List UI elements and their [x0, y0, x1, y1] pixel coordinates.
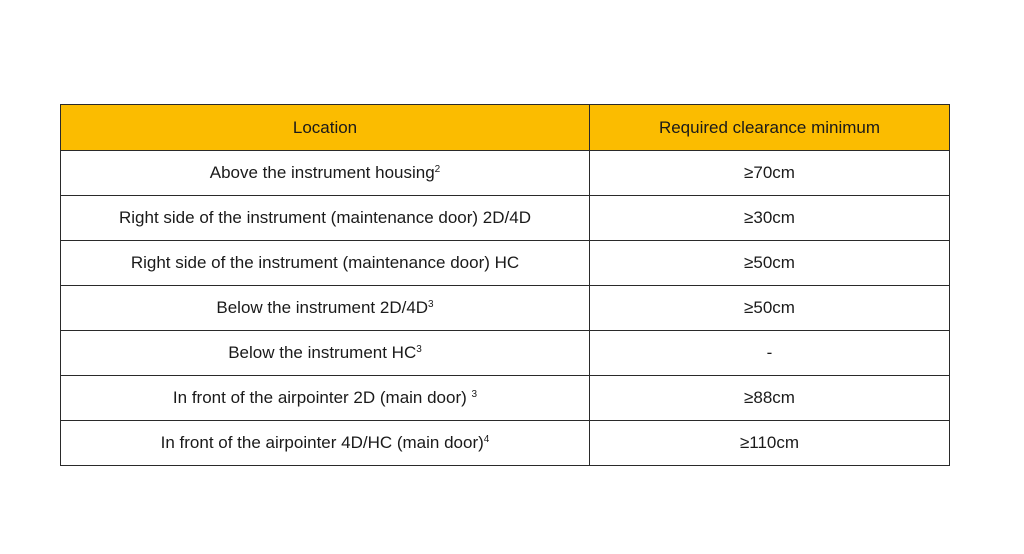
clearance-cell: ≥70cm — [590, 151, 950, 196]
clearance-cell: ≥50cm — [590, 241, 950, 286]
location-cell — [61, 241, 590, 286]
table-row — [61, 241, 950, 286]
table-row — [61, 286, 950, 331]
location-column-header: Location — [61, 105, 590, 151]
location-text: Right side of the instrument (maintenance door) 2D/4D — [119, 208, 531, 227]
footnote-marker: 3 — [471, 389, 478, 400]
location-cell — [61, 376, 590, 421]
clearance-column-header: Required clearance minimum — [590, 105, 950, 151]
footnote-marker: 4 — [483, 434, 490, 445]
table-row — [61, 376, 950, 421]
footnote-marker: 2 — [434, 164, 441, 175]
location-text: Right side of the instrument (maintenance door) HC — [130, 253, 520, 272]
table-row — [61, 421, 950, 466]
footnote-marker: 3 — [428, 299, 434, 310]
table-header-row — [61, 105, 950, 151]
location-cell — [61, 151, 590, 196]
table-row — [61, 331, 950, 376]
clearance-cell: - — [590, 331, 950, 376]
location-text: In front of the airpointer 2D (main door) — [172, 388, 472, 407]
footnote-marker: 3 — [416, 344, 422, 355]
clearance-cell: ≥30cm — [590, 196, 950, 241]
clearance-cell: ≥110cm — [590, 421, 950, 466]
location-text: In front of the airpointer 4D/HC (main door) — [160, 433, 484, 452]
clearance-cell: ≥50cm — [590, 286, 950, 331]
table-row — [61, 196, 950, 241]
clearance-cell: ≥88cm — [590, 376, 950, 421]
location-text: Below the instrument 2D/4D — [216, 298, 429, 317]
location-cell — [61, 196, 590, 241]
location-text: Below the instrument HC — [228, 343, 417, 362]
location-cell — [61, 331, 590, 376]
location-cell — [61, 421, 590, 466]
location-cell — [61, 286, 590, 331]
location-text: Above the instrument housing — [209, 163, 435, 182]
table-row — [61, 151, 950, 196]
clearance-table — [60, 104, 950, 466]
